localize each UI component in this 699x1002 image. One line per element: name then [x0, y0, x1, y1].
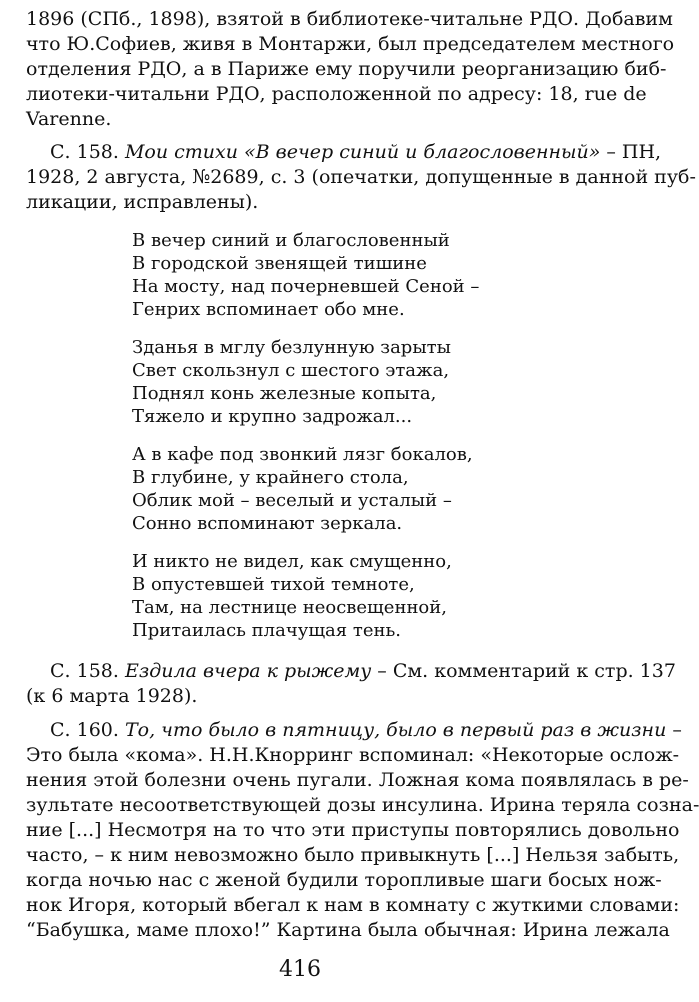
poem-line: Притаилась плачущая тень.	[132, 620, 401, 641]
text-line: нок Игоря, который вбегал к нам в комнату с жуткими словами:	[26, 894, 680, 916]
text-line: что Ю.Софиев, живя в Монтаржи, был председателем местного	[26, 33, 675, 55]
page-reference: С. 158.	[50, 141, 125, 163]
text-line: (к 6 марта 1928).	[26, 685, 198, 707]
poem-line: Генрих вспоминает обо мне.	[132, 299, 405, 320]
poem-line: В городской звенящей тишине	[132, 253, 427, 274]
poem-line: В вечер синий и благословенный	[132, 230, 450, 251]
text-line: зультате несоответствующей дозы инсулина. Ирина теряла созна-	[26, 794, 699, 816]
text-line: 1896 (СПб., 1898), взятой в библиотеке-читальне РДО. Добавим	[26, 8, 673, 30]
text-line: часто, – к ним невозможно было привыкнуть [...] Нельзя забыть,	[26, 844, 680, 866]
commentary-heading	[50, 660, 676, 682]
poem-line: Сонно вспоминают зеркала.	[132, 513, 403, 534]
text-line: Varenne.	[26, 108, 112, 130]
text-fragment: –	[666, 719, 682, 741]
poem-line: А в кафе под звонкий лязг бокалов,	[132, 444, 473, 465]
poem-line: На мосту, над почерневшей Сеной –	[132, 276, 480, 297]
poem-line: Там, на лестнице неосвещенной,	[132, 597, 447, 618]
text-line: 1928, 2 августа, №2689, с. 3 (опечатки, допущенные в данной пуб-	[26, 166, 696, 188]
text-fragment: – См. комментарий к стр. 137	[371, 660, 676, 682]
text-line: “Бабушка, маме плохо!” Картина была обычная: Ирина лежала	[26, 919, 670, 941]
poem-line: Зданья в мглу безлунную зарыты	[132, 337, 451, 358]
commentary-heading	[50, 141, 662, 163]
poem-line: Тяжело и крупно задрожал...	[132, 406, 413, 427]
page-number: 416	[279, 957, 321, 982]
page-reference: С. 158.	[50, 660, 125, 682]
text-line: лиотеки-читальни РДО, расположенной по адресу: 18, rue de	[26, 83, 647, 105]
poem-line: И никто не видел, как смущенно,	[132, 551, 452, 572]
text-line: отделения РДО, а в Париже ему поручили реорганизацию биб-	[26, 58, 667, 80]
text-line: когда ночью нас с женой будили торопливые шаги босых нож-	[26, 869, 662, 891]
poem-line: Облик мой – веселый и усталый –	[132, 490, 452, 511]
poem-line: В опустевшей тихой темноте,	[132, 574, 415, 595]
poem-line: Поднял конь железные копыта,	[132, 383, 437, 404]
poem-line: Свет скользнул с шестого этажа,	[132, 360, 450, 381]
text-line: ликации, исправлены).	[26, 191, 259, 213]
text-line: Это была «кома». Н.Н.Кнорринг вспоминал: «Некоторые ослож-	[26, 744, 680, 766]
poem-line: В глубине, у крайнего стола,	[132, 467, 409, 488]
quoted-title: Ездила вчера к рыжему	[124, 660, 372, 682]
page-reference: С. 160.	[50, 719, 125, 741]
quoted-title: Мои стихи «В вечер синий и благословенный»	[124, 141, 601, 163]
text-fragment: – ПН,	[600, 141, 662, 163]
commentary-heading	[50, 719, 682, 741]
text-line: ние [...] Несмотря на то что эти приступы повторялись довольно	[26, 819, 680, 841]
quoted-title: То, что было в пятницу, было в первый раз в жизни	[124, 719, 667, 741]
text-line: нения этой болезни очень пугали. Ложная кома появлялась в ре-	[26, 769, 689, 791]
